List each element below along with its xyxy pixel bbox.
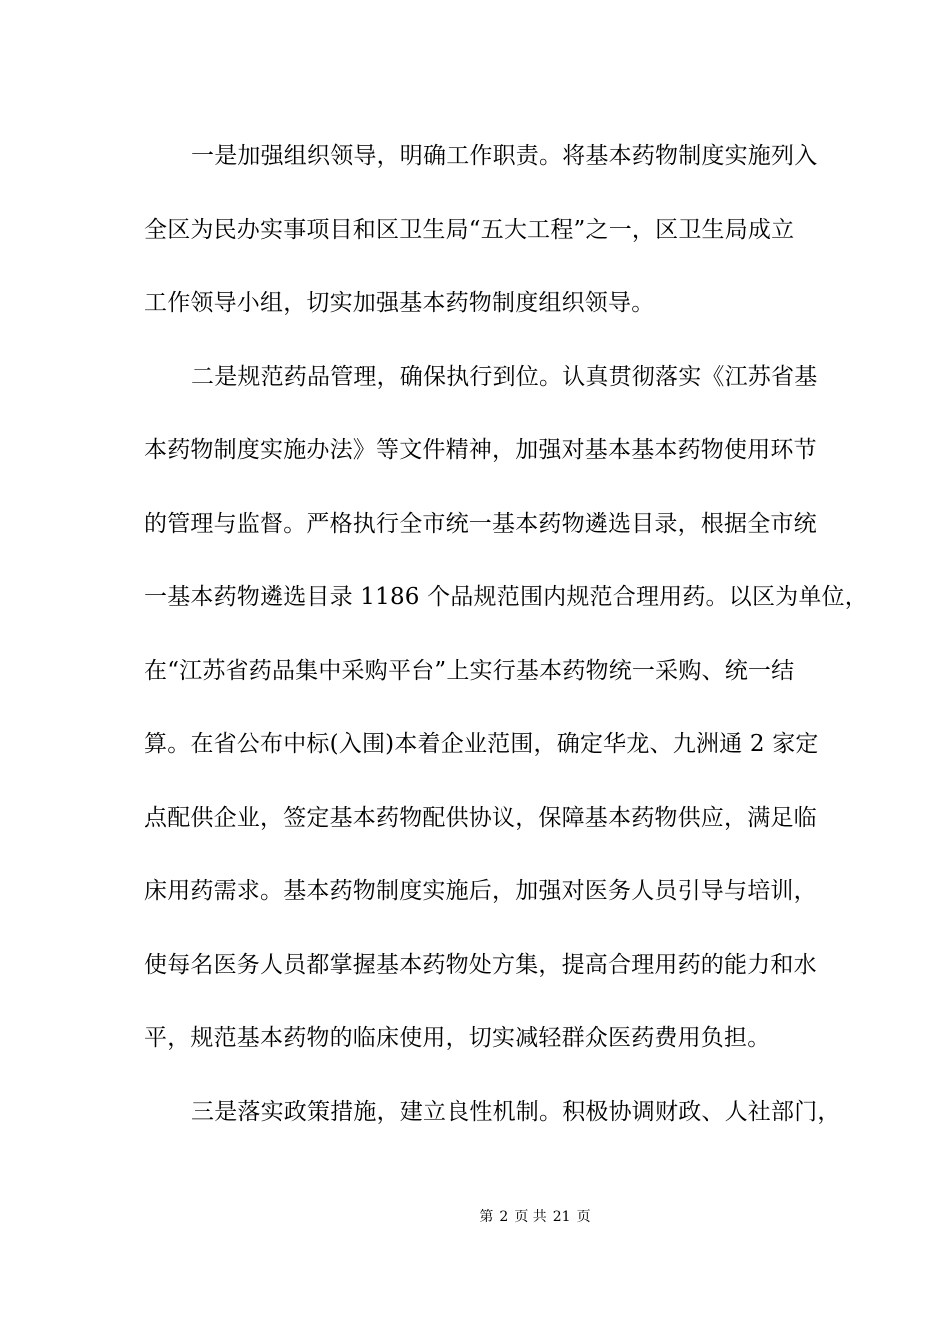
text-line: 全区为民办实事项目和区卫生局“五大工程”之一，区卫生局成立 [144,216,795,243]
current-page-number: 2 [499,1209,509,1225]
text-line: 算。在省公布中标(入围)本着企业范围，确定华龙、九洲通 2 家定 [144,731,819,757]
text-line: 一是加强组织领导，明确工作职责。将基本药物制度实施列入 [191,143,818,169]
page-footer [0,1207,950,1227]
footer-suffix: 页 [576,1209,591,1225]
footer-prefix: 第 [479,1209,494,1225]
text-line: 床用药需求。基本药物制度实施后，加强对医务人员引导与培训， [144,878,817,904]
text-line: 的管理与监督。严格执行全市统一基本药物遴选目录，根据全市统 [144,510,817,537]
total-pages-number: 21 [552,1209,571,1225]
text-line: 在“江苏省药品集中采购平台”上实行基本药物统一采购、统一结 [144,657,795,684]
text-line: 二是规范药品管理，确保执行到位。认真贯彻落实《江苏省基 [191,363,818,390]
text-line: 一基本药物遴选目录 1186 个品规范围内规范合理用药。以区为单位， [144,584,868,610]
text-line: 点配供企业，签定基本药物配供协议，保障基本药物供应，满足临 [144,804,817,831]
text-line: 平，规范基本药物的临床使用，切实减轻群众医药费用负担。 [144,1025,771,1051]
text-line: 三是落实政策措施，建立良性机制。积极协调财政、人社部门， [191,1098,841,1125]
text-line: 使每名医务人员都掌握基本药物处方集，提高合理用药的能力和水 [144,951,817,978]
document-body [144,120,868,1149]
text-line: 工作领导小组，切实加强基本药物制度组织领导。 [144,290,655,316]
text-line: 本药物制度实施办法》等文件精神，加强对基本基本药物使用环节 [144,437,817,463]
footer-mid: 页 共 [514,1209,547,1225]
